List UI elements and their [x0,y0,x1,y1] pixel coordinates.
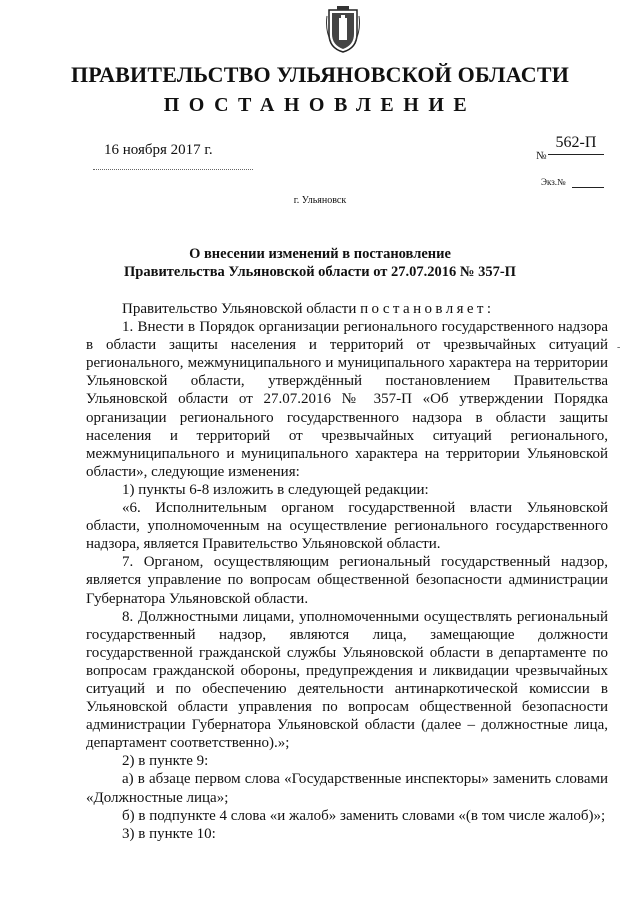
margin-mark: - [617,342,621,353]
intro-lead: Правительство Ульяновской области [122,301,357,317]
copy-number-label: Экз.№ [541,177,566,187]
paragraph-6: 2) в пункте 9: [122,753,209,770]
document-number: 562-П [548,134,604,155]
paragraph-2: 1) пункты 6-8 изложить в следующей редакции: [122,481,429,498]
number-sign: № [536,150,547,162]
document-type-title: ПОСТАНОВЛЕНИЕ [163,94,477,116]
subject-line-2: Правительства Ульяновской области от 27.07.2016 № 357-П [124,264,516,280]
city-name: г. Ульяновск [293,195,347,206]
document-date: 16 ноября 2017 г. [104,142,213,158]
paragraph-7: а) в абзаце первом слова «Государственные инспекторы» заменить словами «Должностные лица»; [86,771,608,806]
document-body [86,300,608,843]
date-underline [93,169,253,170]
intro-paragraph [86,300,608,318]
copy-number-line [572,187,604,188]
paragraph-8: б) в подпункте 4 слова «и жалоб» заменить словами «(в том числе жалоб)»; [122,807,606,824]
intro-verb: постановляет: [360,301,495,317]
government-title: ПРАВИТЕЛЬСТВО УЛЬЯНОВСКОЙ ОБЛАСТИ [70,62,570,87]
paragraph-3: «6. Исполнительным органом государственной власти Ульяновской области, уполномоченным на осуществление регионального государственного надзора, является Правительство Ульяновской области. [86,500,608,553]
paragraph-1: 1. Внести в Порядок организации регионального государственного надзора в области защиты населения и территорий от чрезвычайных ситуаций регионального, межмуниципального и муниципального характера на территории Ульяновской области, утверждённый постановлением Правительства Ульяновской области от 27.07.2016 № 357-П «Об утверждении Порядка организации регионального государственного надзора в области защиты населения и территорий от чрезвычайных ситуаций регионального, межмуниципального и муниципального характера на территории Ульяновской области», следующие изменения: [86,319,608,480]
document-subject [0,245,640,281]
paragraph-4: 7. Органом, осуществляющим региональный государственный надзор, является управление по вопросам общественной безопасности администрации Губернатора Ульяновской области. [86,554,608,607]
coat-of-arms-emblem [325,6,361,54]
paragraph-9: 3) в пункте 10: [122,825,216,842]
subject-line-1: О внесении изменений в постановление [189,246,451,262]
paragraph-5: 8. Должностными лицами, уполномоченными осуществлять региональный государственный надзор, являются лица, замещающие должности государственной гражданской службы Ульяновской области в департаменте по вопросам гражданской обороны, предупреждения и ликвидации чрезвычайных ситуаций и по обеспечению деятельности антинаркотической комиссии в Ульяновской области управления по вопросам общественной безопасности администрации Губернатора Ульяновской области (далее – должностные лица, департамент соответственно).»; [86,608,608,752]
